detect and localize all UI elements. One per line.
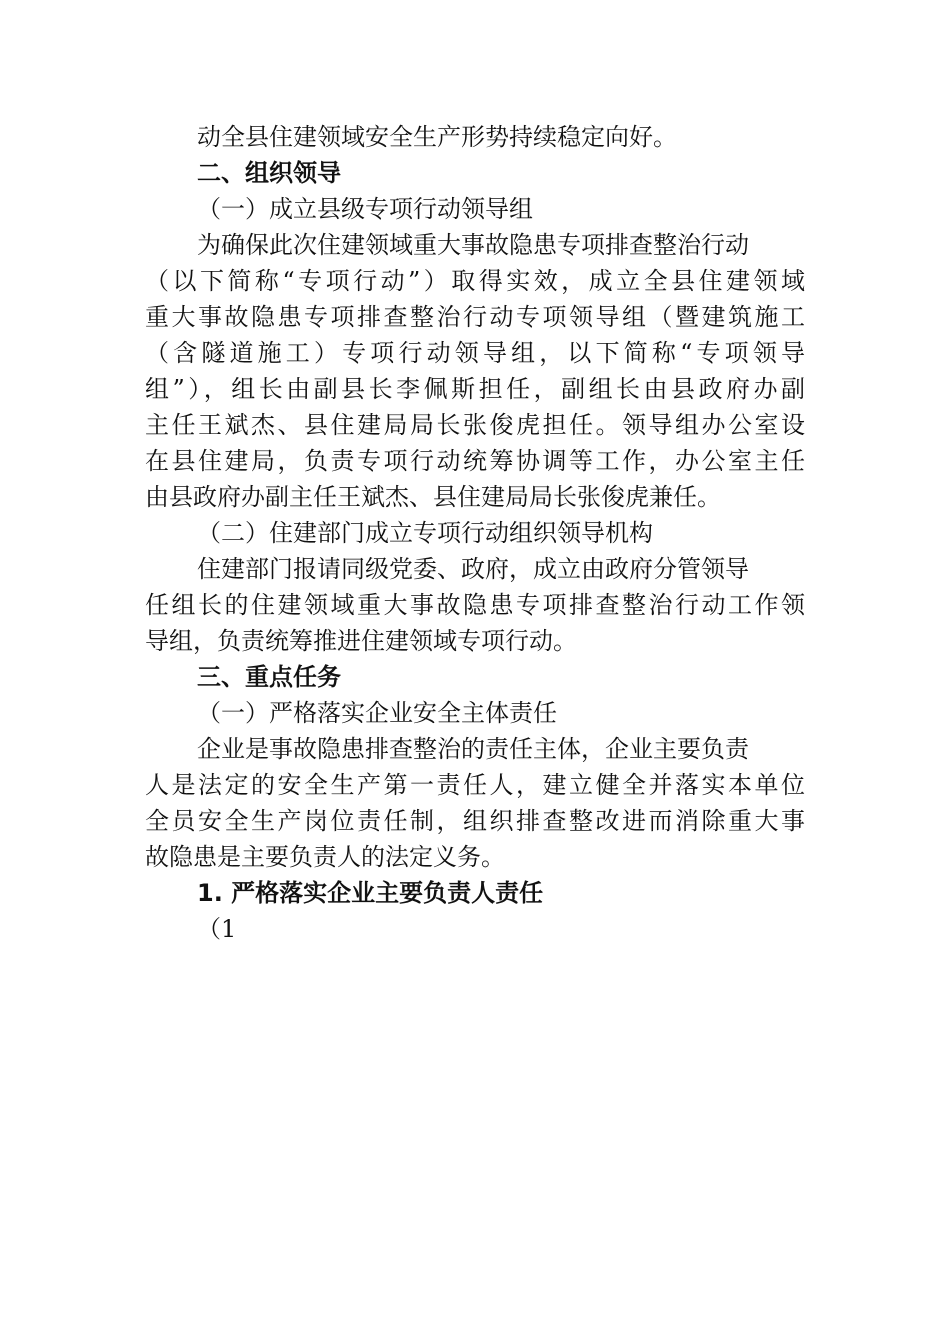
paragraph-line: （以下简称“专项行动”）取得实效，成立全县住建领域 [145,267,805,295]
paragraph-line: 动全县住建领域安全生产形势持续稳定向好。 [197,123,677,151]
paragraph-line: 企业是事故隐患排查整治的责任主体，企业主要负责 [197,735,749,763]
section-heading: 二、组织领导 [197,159,341,187]
paragraph-line: 全员安全生产岗位责任制，组织排查整改进而消除重大事 [145,807,805,835]
item-heading: 1. 严格落实企业主要负责人责任 [197,879,544,907]
paragraph-line: 重大事故隐患专项排查整治行动专项领导组（暨建筑施工 [145,303,805,331]
paragraph-line: 任组长的住建领域重大事故隐患专项排查整治行动工作领 [145,591,805,619]
paragraph-line: （含隧道施工）专项行动领导组，以下简称“专项领导 [145,339,805,367]
paragraph-line: 故隐患是主要负责人的法定义务。 [145,843,505,871]
paragraph-line: 在县住建局，负责专项行动统筹协调等工作，办公室主任 [145,447,805,475]
paragraph-line: 组”），组长由副县长李佩斯担任，副组长由县政府办副 [145,375,805,403]
subsection-heading: （一）成立县级专项行动领导组 [197,195,533,223]
paragraph-line: 导组，负责统筹推进住建领域专项行动。 [145,627,577,655]
paragraph-line: 住建部门报请同级党委、政府，成立由政府分管领导 [197,555,749,583]
paragraph-line: 主任王斌杰、县住建局局长张俊虎担任。领导组办公室设 [145,411,805,439]
section-heading: 三、重点任务 [197,663,341,691]
paragraph-line: 为确保此次住建领域重大事故隐患专项排查整治行动 [197,231,749,259]
paragraph-line: （1 [197,915,237,943]
subsection-heading: （一）严格落实企业安全主体责任 [197,699,557,727]
paragraph-line: 人是法定的安全生产第一责任人，建立健全并落实本单位 [145,771,805,799]
paragraph-line: 由县政府办副主任王斌杰、县住建局局长张俊虎兼任。 [145,483,721,511]
subsection-heading: （二）住建部门成立专项行动组织领导机构 [197,519,653,547]
